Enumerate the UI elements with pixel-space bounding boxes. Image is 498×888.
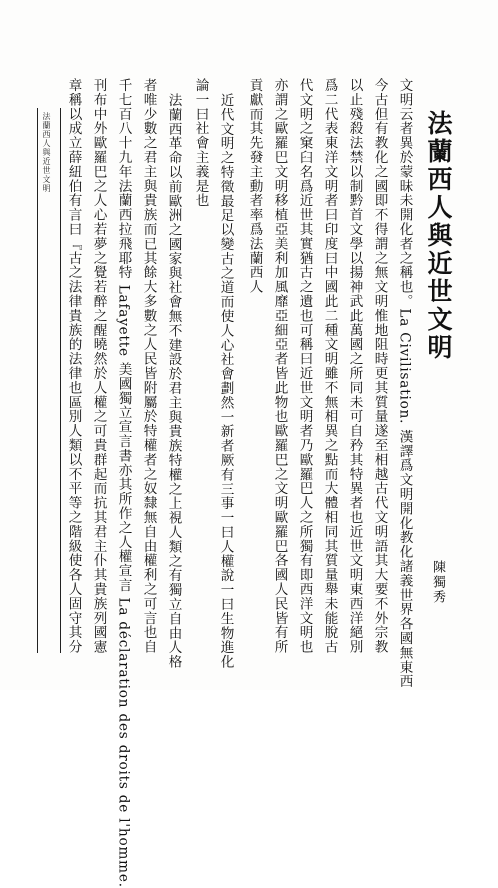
- margin-rule-left: [37, 108, 38, 653]
- margin-rule-right: [60, 108, 61, 653]
- text-column: 以止殘殺法禁以制黔首文學以揚神武此萬國之所同未可自矜其特異者也近世文明東西洋絕別: [346, 78, 363, 654]
- article-title: 法蘭西人與近世文明: [424, 110, 453, 362]
- text-column: 論一曰社會主義是也: [192, 78, 209, 208]
- text-column: 代文明之窠臼名爲近世其實猶古之遺也可稱曰近世文明者乃歐羅巴人之所獨有即西洋文明也: [296, 78, 313, 654]
- text-column: 者唯少數之君主與貴族而已其餘大多數之人民皆附屬於特權者之奴隸無自由權利之可言也自: [140, 78, 157, 654]
- text-column: 貢獻而其先發主動者率爲法蘭西人: [246, 78, 263, 294]
- text-column: 刊布中外歐羅巴之人心若夢之覺若醉之醒曉然於人權之可貴群起而抗其君主仆其貴族列國憲: [90, 78, 107, 654]
- text-column: 爲二代表東洋文明者曰印度曰中國此二種文明雖不無相異之點而大體相同其質量舉未能脫古: [321, 78, 338, 654]
- running-header: 法蘭西人與近世文明: [42, 112, 51, 193]
- text-column: 亦謂之歐羅巴文明移植亞美利加風靡亞細亞者皆此物也歐羅巴之文明歐羅巴各國人民皆有所: [271, 78, 288, 654]
- text-column: 近代文明之特徵最足以變古之道而使人心社會劃然一新者厥有三事一曰人權說一曰生物進化: [217, 93, 234, 669]
- article-author: 陳獨秀: [430, 560, 445, 605]
- text-column: 文明云者異於蒙昧未開化者之稱也。La Civilisation. 漢譯爲文明開化教化諸義世界各國無東西: [396, 78, 413, 689]
- text-column: 今古但有教化之國即不得謂之無文明惟地阻時更其質量遂至相越古代文明語其大要不外宗教: [371, 78, 388, 654]
- text-column: 章稱以成立薛紐伯有言曰『古之法律貴族的法律也區別人類以不平等之階級使各人固守其分: [65, 78, 82, 654]
- text-column: 法蘭西革命以前歐洲之國家與社會無不建設於君主與貴族特權之上視人類之有獨立自由人格: [165, 93, 182, 669]
- text-column: 千七百八十九年法蘭西拉飛耶特 Lafayette 美國獨立宣言書亦其所作之人權宣言 La déclaration des droits de l'homme.: [115, 78, 132, 888]
